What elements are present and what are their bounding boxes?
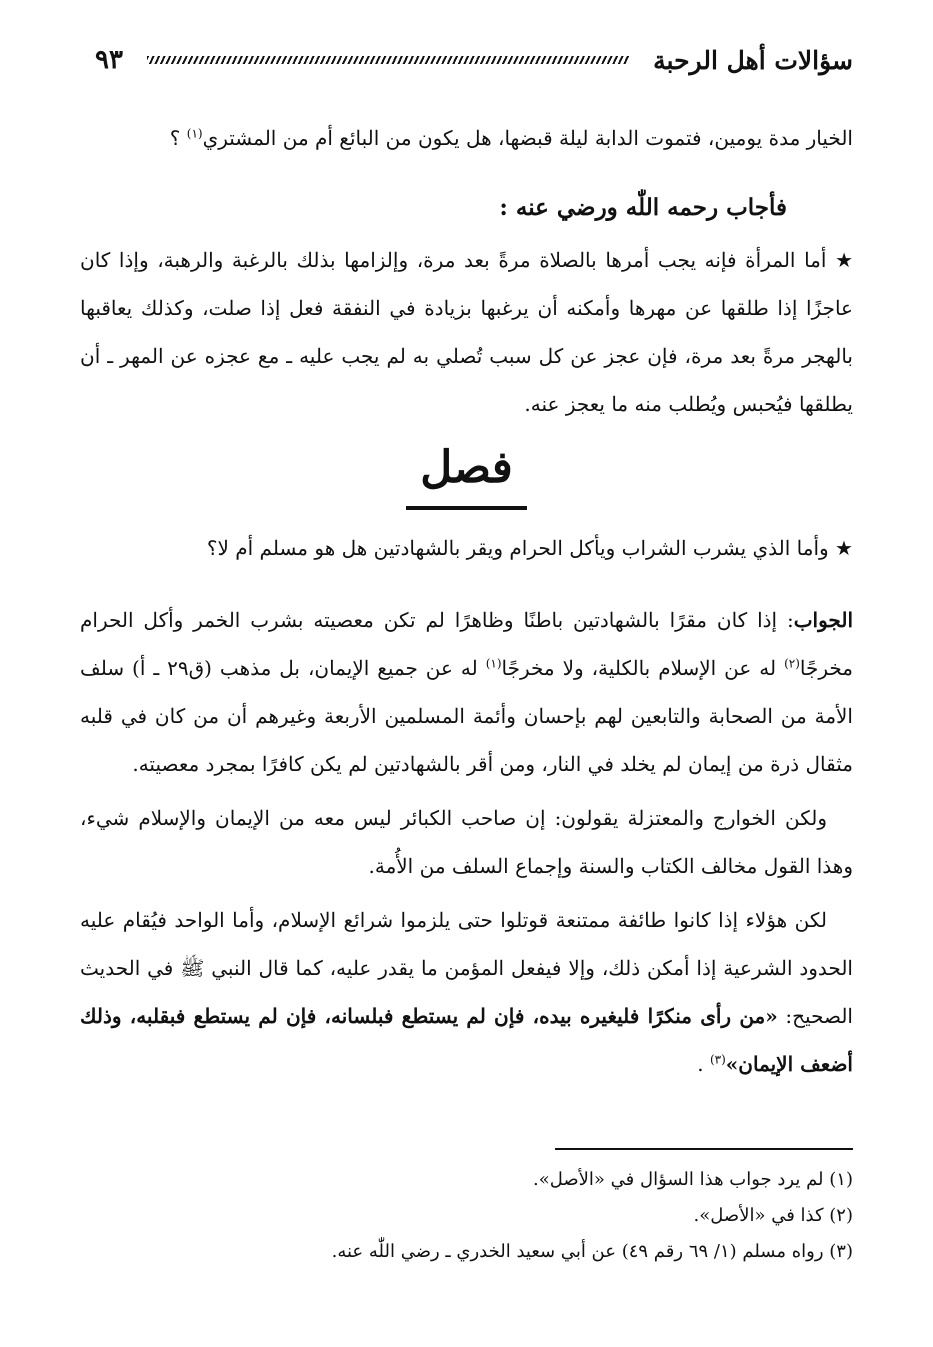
khawarij-paragraph: ولكن الخوارج والمعتزلة يقولون: إن صاحب الكبائر ليس معه من الإيمان والإسلام شيء، وهذا القول مخالف الكتاب والسنة وإجماع السلف من الأُمة. <box>80 806 853 878</box>
running-title: سؤالات أهل الرحبة <box>653 45 853 75</box>
section-heading-text: فصل <box>406 436 527 510</box>
footnote-ref-1b: (١) <box>485 656 502 671</box>
jawab-text-3: له عن جميع الإيمان، بل مذهب (ق٢٩ ـ أ) سلف الأمة من الصحابة والتابعين لهم بإحسان وأئمة المسلمين الأربعة وغيرهم أن من كان في قلبه مثقال ذرة من إيمان لم يخلد في النار، ومن أقر بالشهادتين لم يكن كافرًا بمجرد معصيته. <box>80 656 853 776</box>
question-continuation <box>80 114 853 162</box>
header-hatched-rule <box>147 56 629 64</box>
hadith-tail: . <box>697 1052 710 1076</box>
hadith-quote: «من رأى منكرًا فليغيره بيده، فإن لم يستطع فبلسانه، فإن لم يستطع فبقلبه، وذلك أضعف الإيمان» <box>80 1004 853 1076</box>
footnote-3: (٣) رواه مسلم (١/ ٦٩ رقم ٤٩) عن أبي سعيد الخدري ـ رضي اللّٰه عنه. <box>331 1241 853 1262</box>
footnotes <box>80 1162 853 1270</box>
question-mark: ؟ <box>169 126 187 150</box>
section-heading <box>80 436 853 510</box>
page-body <box>80 114 853 1094</box>
answer-heading: فأجاب رحمه اللّٰه ورضي عنه : <box>499 194 787 221</box>
footnote-ref-2: (٢) <box>784 656 800 671</box>
answer-paragraph: ★ أما المرأة فإنه يجب أمرها بالصلاة مرةً بعد مرة، وإلزامها بذلك بالرغبة والرهبة، وإذا كان عاجزًا إذا طلقها عن مهرها وأمكنه أن يرغبها بزيادة في النفقة فعل إذا صلت، وكذلك يعاقبها بالهجر مرةً بعد مرة، فإن عجز عن كل سبب تُصلي به لم يجب عليه ـ مع عجزه عن المهر ـ أن يطلقها فيُحبس ويُطلب منه ما يعجز عنه. <box>80 248 853 416</box>
page-number: ٩٣ <box>95 45 123 75</box>
jawab-text-1: : إذا كان مقرًا بالشهادتين باطنًا وظاهرًا لم تكن معصيته بشرب الخمر وأكل الحرام مخرجًا <box>80 608 854 680</box>
page-header <box>95 40 853 80</box>
question-continuation-text: الخيار مدة يومين، فتموت الدابة ليلة قبضها، هل يكون من البائع أم من المشتري <box>202 126 853 150</box>
jawab-paragraph <box>80 596 853 788</box>
lakin-paragraph <box>80 896 853 1088</box>
footnote-1: (١) لم يرد جواب هذا السؤال في «الأصل». <box>533 1169 853 1190</box>
footnote-separator <box>555 1148 853 1150</box>
footnote-ref-1: (١) <box>186 126 203 141</box>
jawab-label: الجواب <box>793 608 853 632</box>
lakin-text: لكن هؤلاء إذا كانوا طائفة ممتنعة قوتلوا حتى يلزموا شرائع الإسلام، وأما الواحد فيُقام عليه الحدود الشرعية إذا أمكن ذلك، وإلا فيفعل المؤمن ما يقدر عليه، كما قال النبي ﷺ في الحديث الصحيح: <box>80 908 853 1028</box>
footnote-ref-3: (٣) <box>709 1052 726 1067</box>
question-paragraph: ★ وأما الذي يشرب الشراب ويأكل الحرام ويقر بالشهادتين هل هو مسلم أم لا؟ <box>206 536 853 560</box>
footnote-2: (٢) كذا في «الأصل». <box>693 1205 853 1226</box>
jawab-text-2: له عن الإسلام بالكلية، ولا مخرجًا <box>501 656 785 680</box>
